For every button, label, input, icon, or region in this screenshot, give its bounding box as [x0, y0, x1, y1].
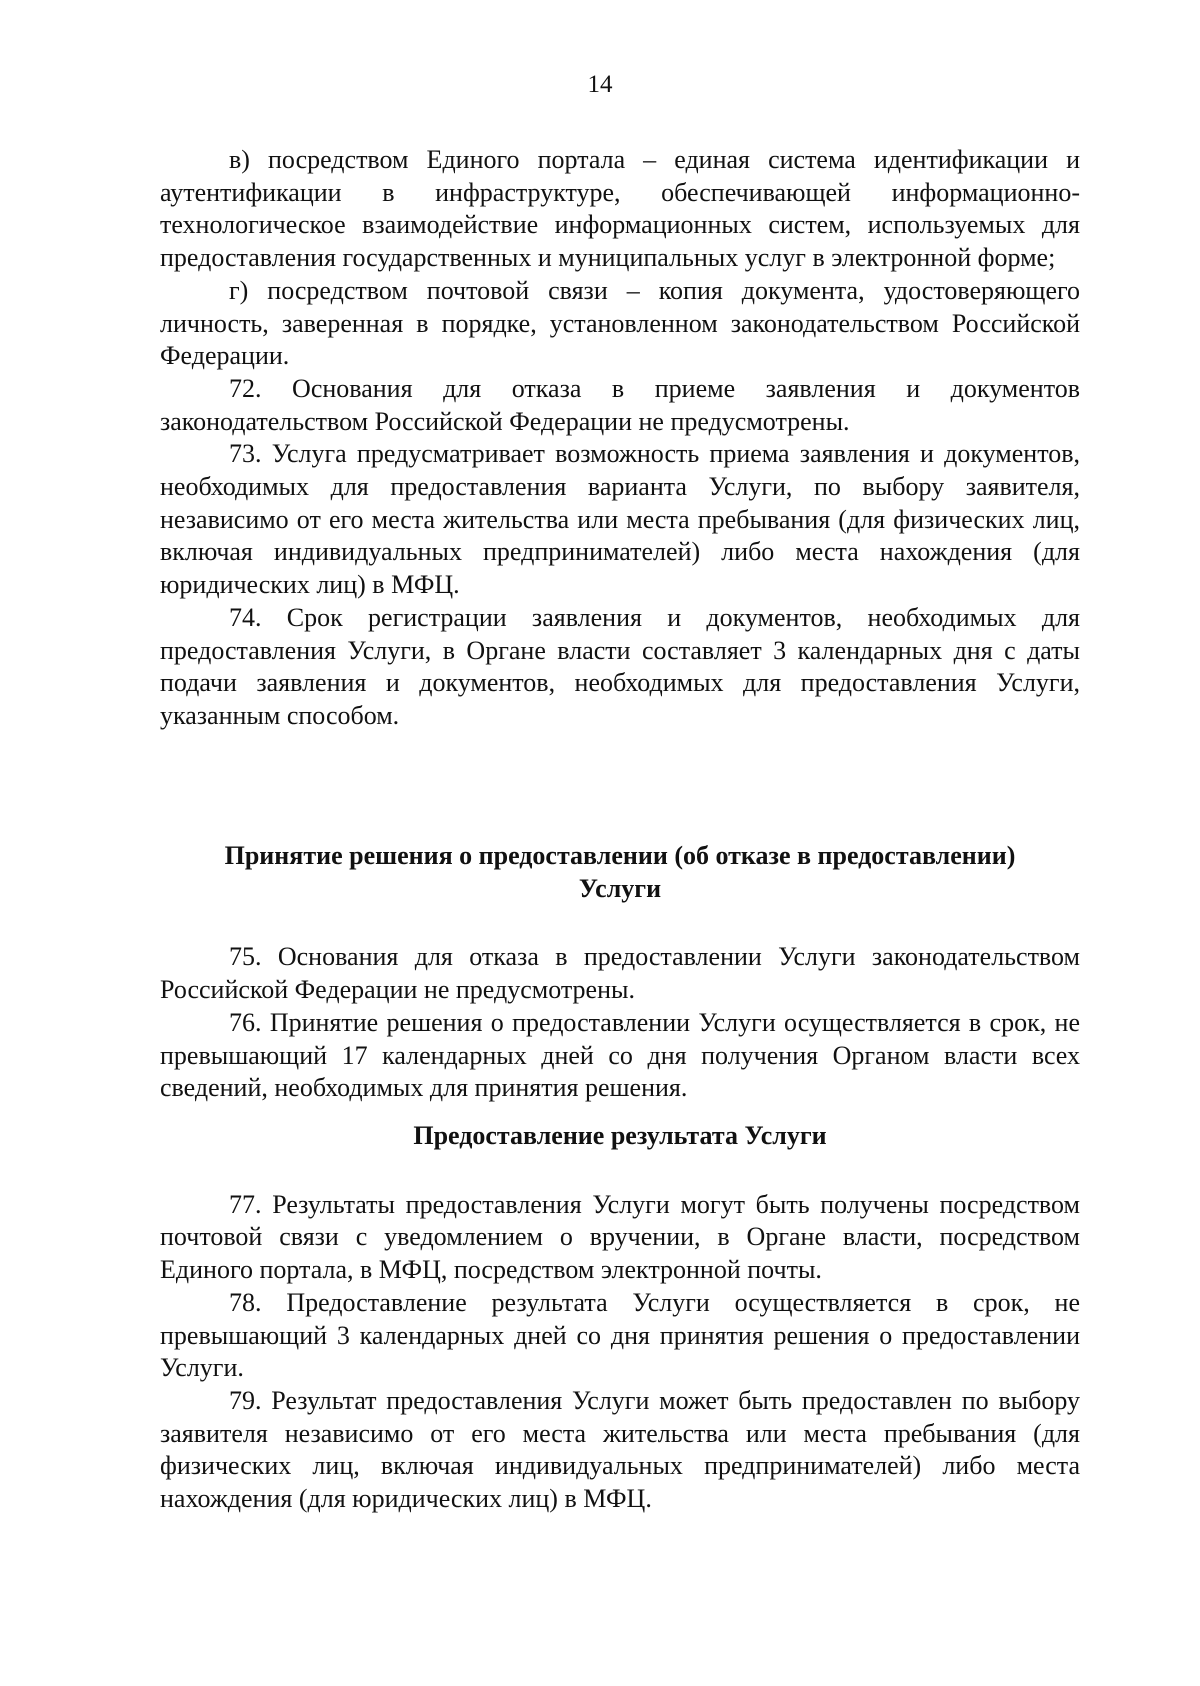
paragraph-72: 72. Основания для отказа в приеме заявления и документов законодательством Российской Федерации не предусмотрены.	[160, 373, 1080, 436]
section-heading-decision	[160, 840, 1080, 905]
section-result	[160, 1120, 1080, 1516]
paragraph-73: 73. Услуга предусматривает возможность приема заявления и документов, необходимых для предоставления варианта Услуги, по выбору заявителя, независимо от его места жительства или места пребывания (для физических лиц, включая индивидуальных предпринимателей) либо места нахождения (для юридических лиц) в МФЦ.	[160, 439, 1080, 600]
paragraph-v-unified-portal: в) посредством Единого портала – единая система идентификации и аутентификации в инфраструктуре, обеспечивающей информационно-технологическое взаимодействие информационных систем, используемых для предоставления государственных и муниципальных услуг в электронной форме;	[160, 145, 1080, 273]
heading-line-1: Принятие решения о предоставлении (об отказе в предоставлении)	[224, 841, 1016, 870]
heading-line-2: Услуги	[578, 873, 662, 903]
paragraph-74: 74. Срок регистрации заявления и документов, необходимых для предоставления Услуги, в Органе власти составляет 3 календарных дня с даты подачи заявления и документов, необходимых для предоставления Услуги, указанным способом.	[160, 602, 1080, 730]
section-receipt-methods	[160, 144, 1080, 733]
paragraph-78: 78. Предоставление результата Услуги осуществляется в срок, не превышающий 3 календарных дней со дня принятия решения о предоставлении Услуги.	[160, 1287, 1080, 1383]
paragraph-77: 77. Результаты предоставления Услуги могут быть получены посредством почтовой связи с уведомлением о вручении, в Органе власти, посредством Единого портала, в МФЦ, посредством электронной почты.	[160, 1189, 1080, 1285]
page-number: 14	[587, 71, 613, 98]
paragraph-75: 75. Основания для отказа в предоставлении Услуги законодательством Российской Федерации не предусмотрены.	[160, 942, 1080, 1005]
paragraph-g-postal: г) посредством почтовой связи – копия документа, удостоверяющего личность, заверенная в порядке, установленном законодательством Российской Федерации.	[160, 275, 1080, 371]
section-heading-result: Предоставление результата Услуги	[413, 1121, 827, 1150]
section-decision	[160, 840, 1080, 1105]
paragraph-76: 76. Принятие решения о предоставлении Услуги осуществляется в срок, не превышающий 17 календарных дней со дня получения Органом власти всех сведений, необходимых для принятия решения.	[160, 1007, 1080, 1103]
paragraph-79: 79. Результат предоставления Услуги может быть предоставлен по выбору заявителя независимо от его места жительства или места пребывания (для физических лиц, включая индивидуальных предпринимателей) либо места нахождения (для юридических лиц) в МФЦ.	[160, 1385, 1080, 1514]
